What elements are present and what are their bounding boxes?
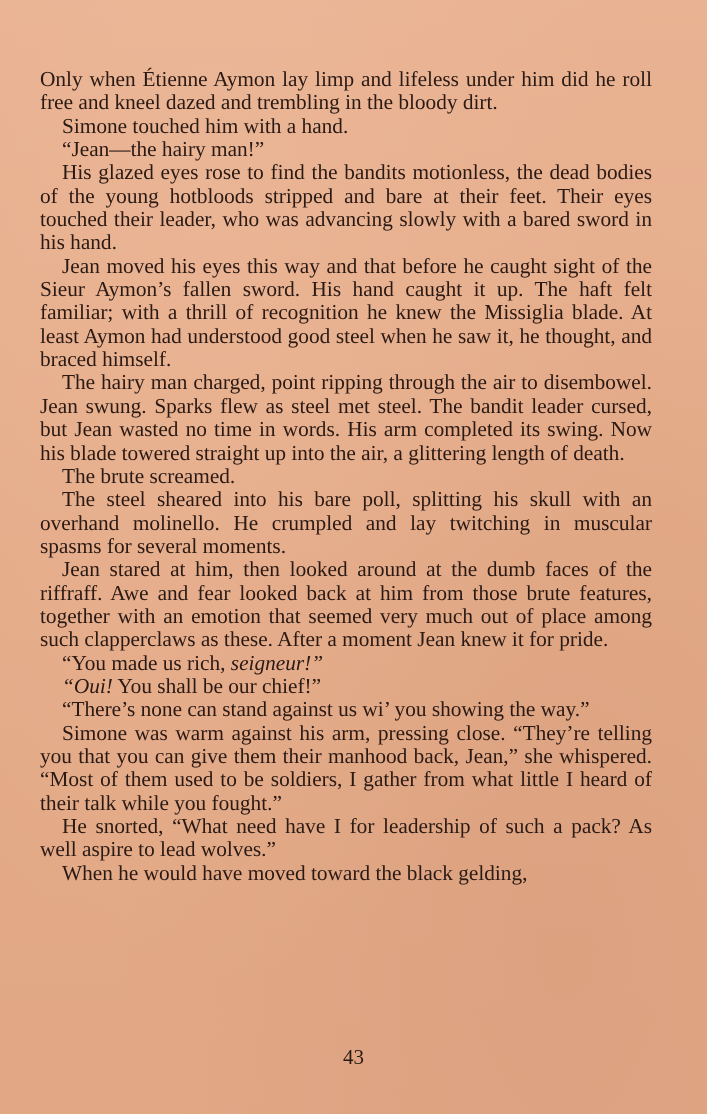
paragraph: His glazed eyes rose to find the bandits motionless, the dead bodies of the young hotbloods stripped and bare at their feet. Their eyes touched their leader, who was advancing slowly with a bared sword in his hand. [40,160,652,255]
paragraph: Simone was warm against his arm, pressing close. “They’re telling you that you can give them their manhood back, Jean,” she whispered. “Most of them used to be soldiers, I gather from what little I heard of their talk while you fought.” [40,720,652,815]
paragraph: Only when Étienne Aymon lay limp and lifeless under him did he roll free and kneel dazed and trembling in the bloody dirt. [40,67,652,115]
paragraph: Jean stared at him, then looked around at the dumb faces of the riffraff. Awe and fear looked back at him from those brute features, together with an emotion that seemed very much out of place among such clapperclaws as these. After a moment Jean knew it for pride. [40,557,652,652]
paragraph: Jean moved his eyes this way and that before he caught sight of the Sieur Aymon’s fallen sword. His hand caught it up. The haft felt familiar; with a thrill of recognition he knew the Missiglia blade. At least Aymon had understood good steel when he saw it, he thought, and braced himself. [40,253,652,372]
dialogue-text: “You made us rich, [62,650,231,675]
paragraph: The steel sheared into his bare poll, splitting his skull with an overhand molinello. He crumpled and lay twitching in muscular spasms for several moments. [40,487,652,558]
italic-text: seigneur!” [230,650,324,675]
page-number: 43 [343,1045,364,1069]
paragraph: He snorted, “What need have I for leadership of such a pack? As well aspire to lead wolves.” [40,814,652,862]
paragraph: The brute screamed. [62,463,236,488]
paragraph [40,652,652,675]
paragraph: When he would have moved toward the black gelding, [62,860,528,885]
paragraph: Simone touched him with a hand. [62,113,349,138]
paragraph: “Jean—the hairy man!” [62,137,265,162]
paragraph [40,675,652,698]
paragraph: The hairy man charged, point ripping through the air to disembowel. Jean swung. Sparks flew as steel met steel. The bandit leader cursed, but Jean wasted no time in words. His arm completed its swing. Now his blade towered straight up into the air, a glittering length of death. [40,370,652,465]
page-body-text [40,68,652,885]
dialogue-text: You shall be our chief!” [112,673,322,698]
paragraph: “There’s none can stand against us wi’ you showing the way.” [62,697,590,722]
italic-text: “Oui! [62,673,113,698]
